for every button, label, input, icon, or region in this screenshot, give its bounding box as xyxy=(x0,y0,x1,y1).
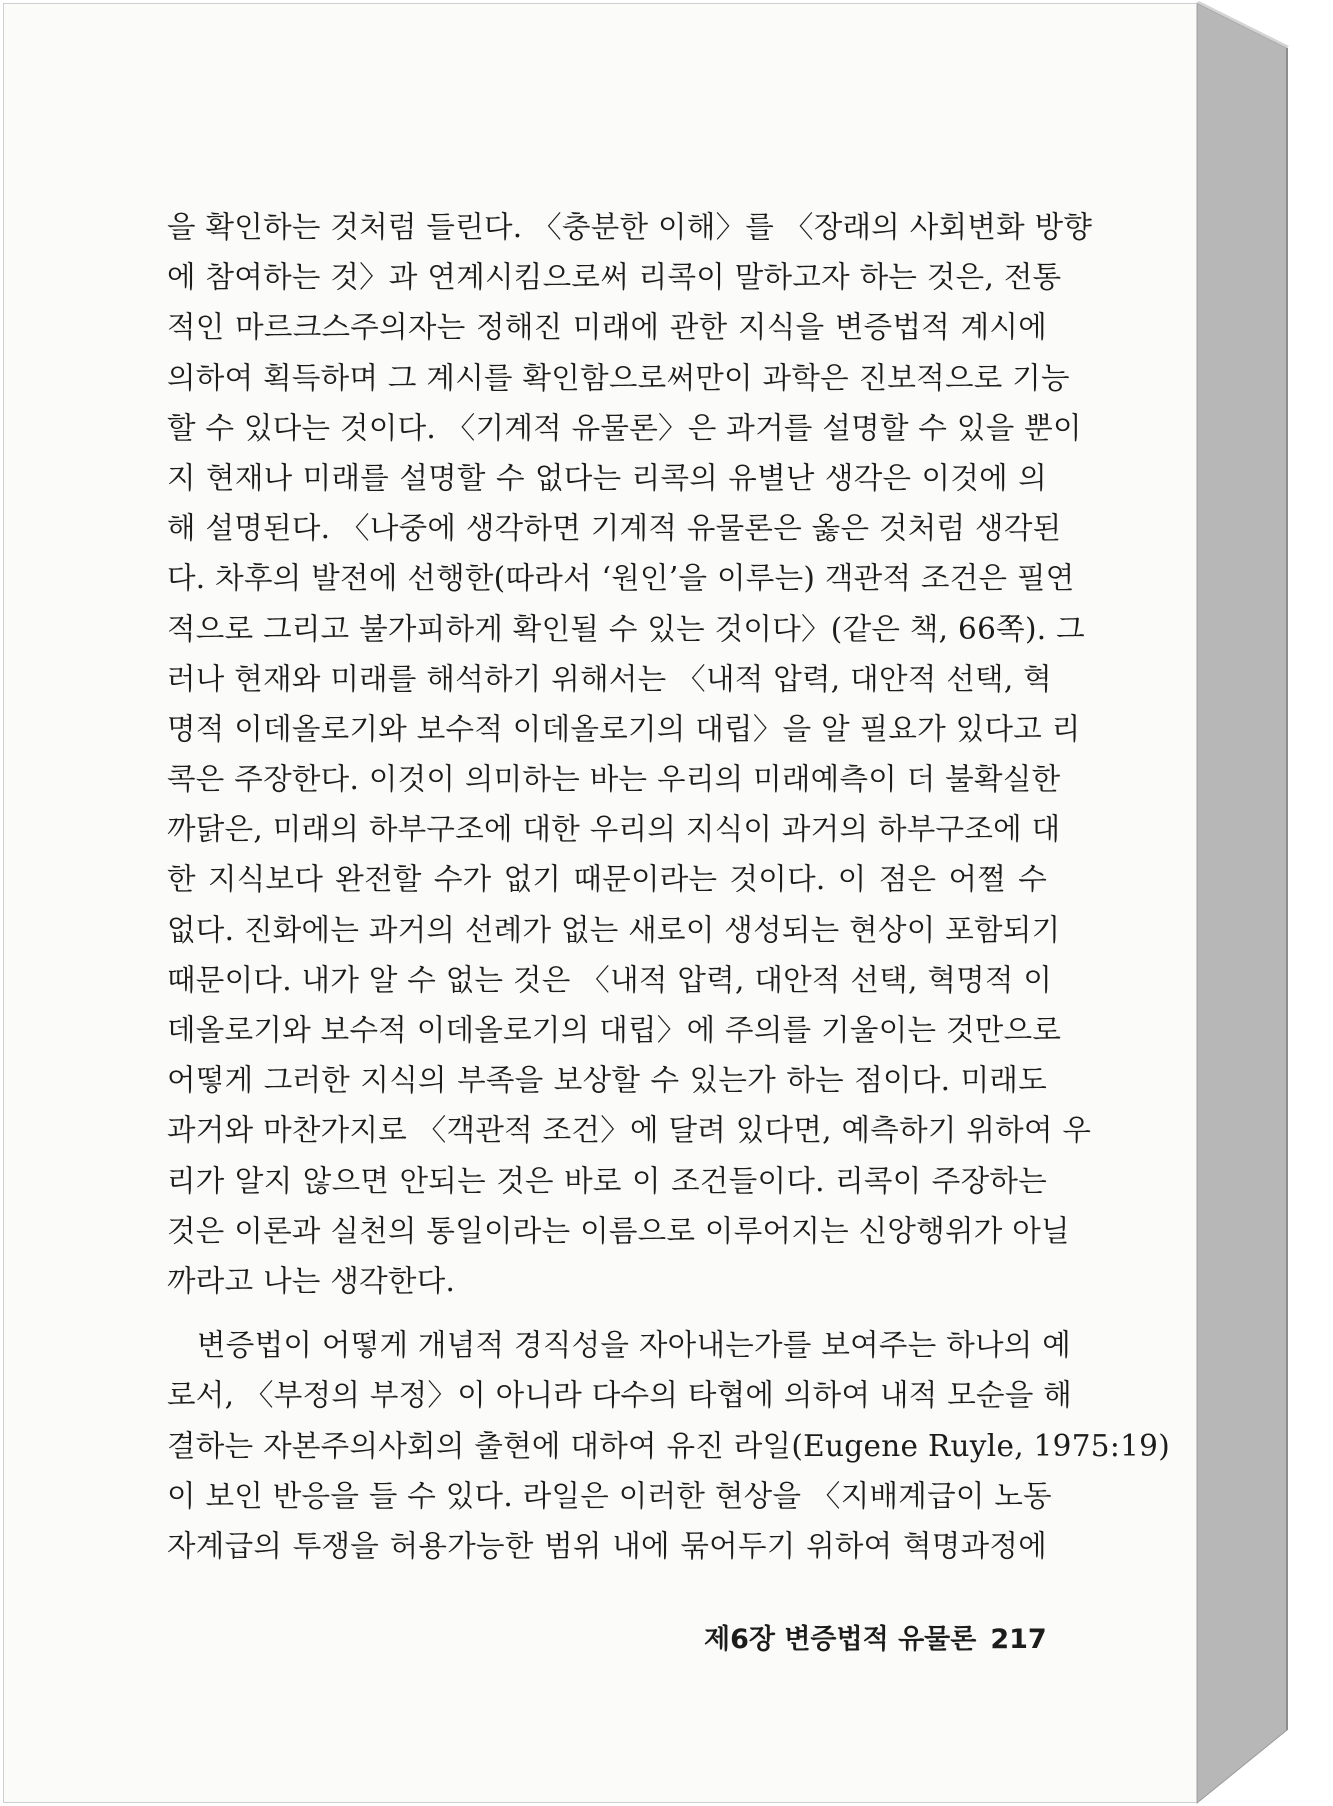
body-text xyxy=(167,202,1171,1571)
page-number: 217 xyxy=(990,1624,1047,1655)
text-line: 해 설명된다. 〈나중에 생각하면 기계적 유물론은 옳은 것처럼 생각된 xyxy=(167,511,1062,546)
text-line: 결하는 자본주의사회의 출현에 대하여 유진 라일(Eugene Ruyle, 1975:19) xyxy=(167,1428,1171,1463)
text-line: 콕은 주장한다. 이것이 의미하는 바는 우리의 미래예측이 더 불확실한 xyxy=(167,762,1061,797)
text-line: 변증법이 어떻게 개념적 경직성을 자아내는가를 보여주는 하나의 예 xyxy=(197,1328,1072,1363)
text-line: 자계급의 투쟁을 허용가능한 범위 내에 묶어두기 위하여 혁명과정에 xyxy=(167,1528,1047,1563)
text-line: 에 참여하는 것〉과 연계시킴으로써 리콕이 말하고자 하는 것은, 전통 xyxy=(167,260,1062,295)
text-line: 적으로 그리고 불가피하게 확인될 수 있는 것이다〉(같은 책, 66쪽). 그 xyxy=(167,611,1085,646)
text-line: 어떻게 그러한 지식의 부족을 보상할 수 있는가 하는 점이다. 미래도 xyxy=(167,1063,1047,1098)
text-line: 까라고 나는 생각한다. xyxy=(167,1263,456,1298)
text-line: 적인 마르크스주의자는 정해진 미래에 관한 지식을 변증법적 계시에 xyxy=(167,310,1047,345)
text-line: 명적 이데올로기와 보수적 이데올로기의 대립〉을 알 필요가 있다고 리 xyxy=(167,711,1081,746)
chapter-title: 제6장 변증법적 유물론 xyxy=(704,1624,977,1655)
text-line: 까닭은, 미래의 하부구조에 대한 우리의 지식이 과거의 하부구조에 대 xyxy=(167,812,1061,847)
text-line: 러나 현재와 미래를 해석하기 위해서는 〈내적 압력, 대안적 선택, 혁 xyxy=(167,661,1052,696)
text-line: 것은 이론과 실천의 통일이라는 이름으로 이루어지는 신앙행위가 아닐 xyxy=(167,1213,1070,1248)
text-line: 이 보인 반응을 들 수 있다. 라일은 이러한 현상을 〈지배계급이 노동 xyxy=(167,1478,1052,1513)
text-line: 과거와 마찬가지로 〈객관적 조건〉에 달려 있다면, 예측하기 위하여 우 xyxy=(167,1113,1092,1148)
text-line: 의하여 획득하며 그 계시를 확인함으로써만이 과학은 진보적으로 기능 xyxy=(167,360,1070,395)
text-line: 리가 알지 않으면 안되는 것은 바로 이 조건들이다. 리콕이 주장하는 xyxy=(167,1163,1047,1198)
text-line: 지 현재나 미래를 설명할 수 없다는 리콕의 유별난 생각은 이것에 의 xyxy=(167,460,1047,495)
text-line: 때문이다. 내가 알 수 없는 것은 〈내적 압력, 대안적 선택, 혁명적 이 xyxy=(167,962,1053,997)
text-line: 데올로기와 보수적 이데올로기의 대립〉에 주의를 기울이는 것만으로 xyxy=(167,1013,1062,1047)
text-line: 로서, 〈부정의 부정〉이 아니라 다수의 타협에 의하여 내적 모순을 해 xyxy=(167,1378,1073,1413)
text-line: 없다. 진화에는 과거의 선례가 없는 새로이 생성되는 현상이 포함되기 xyxy=(167,912,1061,947)
text-line: 한 지식보다 완전할 수가 없기 때문이라는 것이다. 이 점은 어쩔 수 xyxy=(167,862,1047,897)
text-line: 을 확인하는 것처럼 들린다. 〈충분한 이해〉를 〈장래의 사회변화 방향 xyxy=(167,210,1093,244)
text-line: 다. 차후의 발전에 선행한(따라서 ‘원인’을 이루는) 객관적 조건은 필연 xyxy=(167,561,1075,596)
text-line: 할 수 있다는 것이다. 〈기계적 유물론〉은 과거를 설명할 수 있을 뿐이 xyxy=(167,410,1082,445)
running-footer xyxy=(704,1617,1047,1656)
book-page xyxy=(3,3,1197,1803)
